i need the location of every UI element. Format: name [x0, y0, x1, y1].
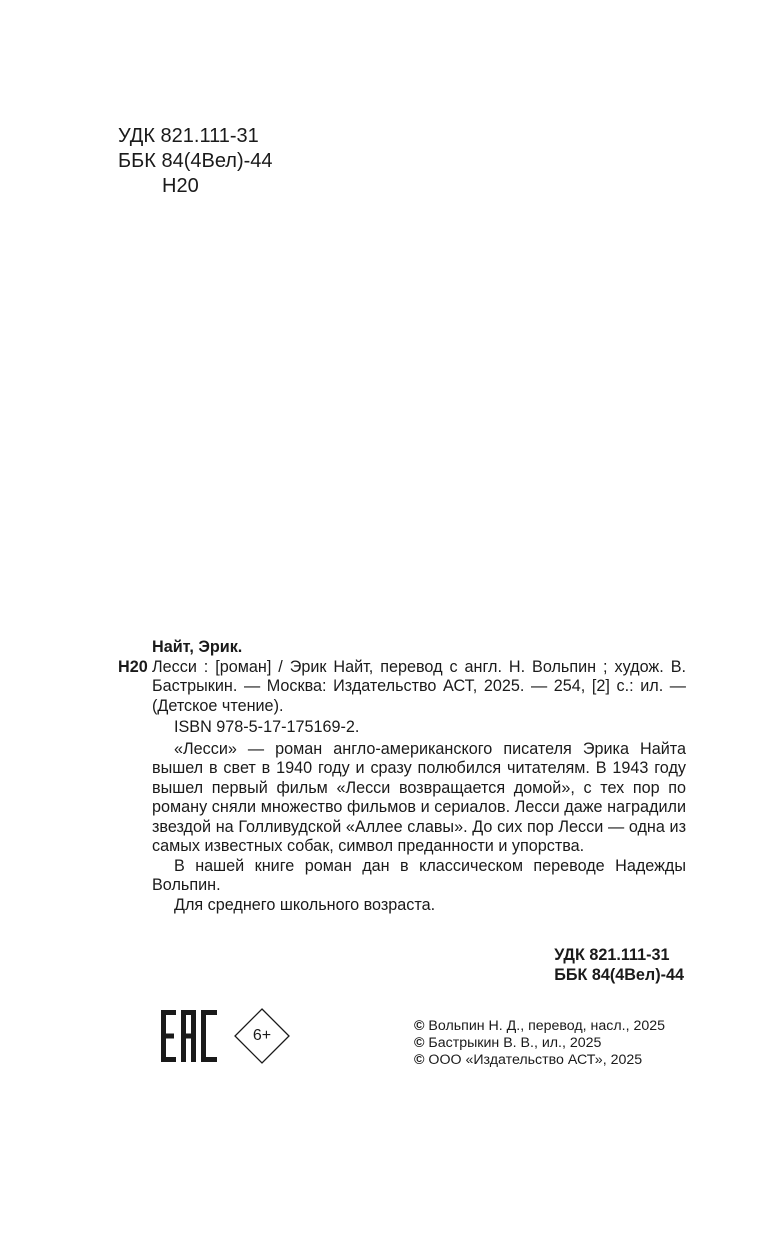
classification-codes-top — [118, 124, 273, 199]
copyright-sign: © — [414, 1035, 425, 1051]
bbk-code-bottom: ББК 84(4Вел)-44 — [554, 965, 684, 984]
catalog-card — [118, 638, 686, 915]
audience-note: Для среднего школьного возраста. — [174, 895, 436, 914]
bibliographic-description: Лесси : [роман] / Эрик Найт, перевод с англ. Н. Вольпин ; худож. В. Бастрыкин. — Москва: Издательство АСТ, 2025. — 254, [2] с.: ил. — (Детское чтение). — [152, 657, 686, 715]
card-author: Найт, Эрик. — [152, 638, 243, 656]
bibliographic-entry — [118, 658, 686, 717]
copyright-sign: © — [414, 1018, 425, 1034]
age-rating-badge — [234, 1008, 290, 1064]
author-mark: Н20 — [162, 175, 199, 197]
annotation-paragraph: «Лесси» — роман англо-американского писателя Эрика Найта вышел в свет в 1940 году и сразу полюбился читателям. В 1943 году вышел первый фильм «Лесси возвращается домой», с тех пор по роману сняли множество фильмов и сериалов. Лесси даже наградили звездой на Голливудской «Аллее славы». До сих пор Лесси — одна из самых известных собак, символ преданности и упорства. — [152, 739, 686, 855]
bbk-code: ББК 84(4Вел)-44 — [118, 150, 273, 172]
copyright-text: Бастрыкин В. В., ил., 2025 — [428, 1035, 602, 1051]
copyright-text: Вольпин Н. Д., перевод, насл., 2025 — [428, 1018, 666, 1034]
copyright-line — [414, 1052, 665, 1069]
copyright-sign: © — [414, 1052, 425, 1068]
copyright-line — [414, 1018, 665, 1035]
copyright-text: ООО «Издательство АСТ», 2025 — [428, 1052, 643, 1068]
age-rating: 6+ — [252, 1027, 272, 1044]
udk-code: УДК 821.111-31 — [118, 125, 259, 147]
card-author-mark: Н20 — [118, 657, 148, 676]
annotation-paragraph: В нашей книге роман дан в классическом переводе Надежды Вольпин. — [152, 856, 686, 894]
udk-code-bottom: УДК 821.111-31 — [554, 946, 670, 964]
copyright-block — [414, 1018, 665, 1069]
eac-conformity-logo-icon — [160, 1010, 218, 1062]
classification-codes-bottom — [554, 946, 684, 985]
isbn: ISBN 978-5-17-175169-2. — [174, 718, 360, 736]
copyright-line — [414, 1035, 665, 1052]
